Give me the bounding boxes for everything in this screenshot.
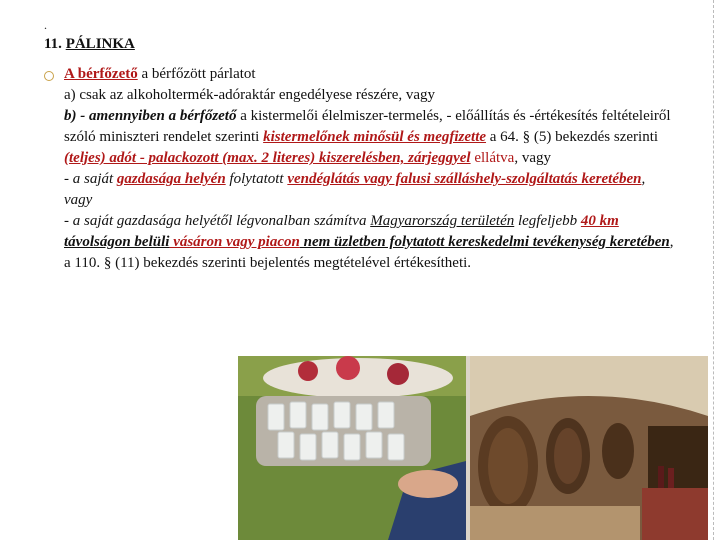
text-plain: legfeljebb [514, 213, 581, 229]
text-plain: , a 110. § (11) bekezdés szerinti bejelentés megtételével értékesítheti. [64, 234, 674, 271]
text-plain: a 64. § (5) bekezdés szerinti [486, 129, 659, 145]
text-40km: 40 km [580, 213, 619, 229]
line-dash-2 [64, 211, 674, 274]
body-paragraph [64, 64, 674, 274]
text-plain: - a saját [64, 171, 117, 187]
text-plain: a kistermelői élelmiszer-termelés, - előállítás és -értékesítés feltételeiről szóló miniszteri rendelet szerinti [64, 108, 671, 145]
line-intro [64, 64, 674, 85]
text-nem-uzletben: nem üzletben folytatott kereskedelmi tevékenység keretében [299, 234, 670, 250]
text-gazdasaga: gazdasága helyén [116, 171, 226, 187]
text-magyarorszag: Magyarország területén [370, 213, 515, 229]
text-plain: , vagy [64, 171, 646, 208]
circle-bullet-icon [44, 71, 54, 81]
text-ellatva: ellátva [470, 150, 515, 166]
photo-right-cellar [470, 356, 708, 540]
text-kistermelo: kistermelőnek minősül és megfizette [263, 129, 487, 145]
photo-left-serving [238, 356, 466, 540]
text-vendeglatas: vendéglátás vagy falusi szálláshely-szolgáltatás keretében [287, 171, 642, 187]
slide-border [712, 0, 714, 540]
text-plain: , vagy [514, 150, 552, 166]
text-plain: - a saját gazdasága helyétől légvonalban számítva [64, 213, 371, 229]
line-b [64, 106, 674, 169]
slide-title [44, 36, 135, 53]
title-number: 11. [44, 36, 62, 52]
line-a: a) csak az alkoholtermék-adóraktár engedélyese részére, vagy [64, 87, 436, 103]
text-vasar: vásáron vagy piacon [169, 234, 300, 250]
text-b-prefix: b) - amennyiben a bérfőzető [64, 108, 237, 124]
photo-palinka-serving-and-cellar [238, 356, 708, 540]
text-plain: folytatott [225, 171, 288, 187]
title-word: PÁLINKA [65, 36, 135, 52]
text-tavolsag: távolságon belüli [64, 234, 170, 250]
dot-mark: . [44, 18, 47, 32]
text-ado: (teljes) adót - palackozott (max. 2 literes) kiszerelésben, zárjeggyel [64, 150, 471, 166]
text-berfozeto: A bérfőzető [64, 66, 138, 82]
text-plain: a bérfőzött párlatot [137, 66, 256, 82]
line-dash-1 [64, 169, 674, 211]
